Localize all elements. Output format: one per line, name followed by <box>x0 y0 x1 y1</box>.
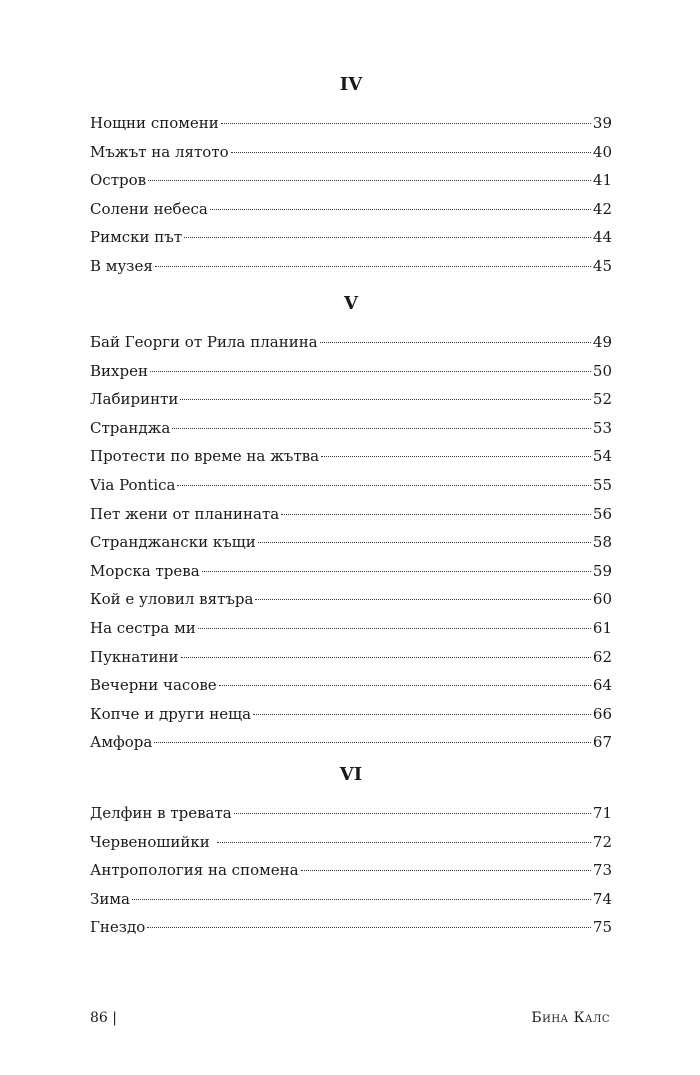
section-heading: VI <box>339 764 363 785</box>
toc-entry-title: Странджански къщи <box>90 533 256 552</box>
dot-leader <box>255 599 590 600</box>
toc-entry-title: Антропология на спомена <box>90 861 299 880</box>
toc-entry <box>90 109 612 138</box>
toc-entry-page: 39 <box>592 114 612 132</box>
toc-entry <box>90 166 612 195</box>
dot-leader <box>172 428 591 429</box>
toc-entry-page: 75 <box>592 918 612 937</box>
section-heading: IV <box>339 74 363 95</box>
toc-entry-page: 61 <box>592 618 612 637</box>
toc-entry <box>90 614 612 643</box>
toc-entry-title: Зима <box>90 889 130 908</box>
toc-entry-title: Протести по време на жътва <box>90 447 320 466</box>
toc-entry-page: 74 <box>592 889 612 908</box>
toc-entry <box>90 913 612 942</box>
toc-entry-title: Пет жени от планината <box>90 504 280 523</box>
dot-leader <box>155 266 591 267</box>
toc-entry-title: В музея <box>90 256 153 275</box>
dot-leader <box>234 813 591 814</box>
dot-leader <box>154 742 591 743</box>
toc-entry <box>90 885 612 914</box>
toc-entry <box>90 138 612 167</box>
toc-entry <box>90 643 612 672</box>
toc-entry-page: 55 <box>592 475 612 494</box>
toc-section-vi <box>90 761 612 942</box>
dot-leader <box>180 399 591 400</box>
toc-entry <box>90 385 612 414</box>
toc-entry <box>90 414 612 443</box>
dot-leader <box>147 927 591 928</box>
dot-leader <box>320 342 591 343</box>
toc-entry-title: Амфора <box>90 733 153 752</box>
toc-entry-page: 71 <box>592 804 612 822</box>
toc-entry <box>90 328 612 357</box>
toc-entry <box>90 557 612 586</box>
dot-leader <box>301 870 591 871</box>
toc-entry-title: Кой е уловил вятъра <box>90 590 254 609</box>
toc-entry <box>90 799 612 828</box>
toc-entry-page: 42 <box>592 199 612 218</box>
dot-leader <box>177 485 590 486</box>
toc-entry-page: 73 <box>592 861 612 880</box>
toc-entry-title: На сестра ми <box>90 618 196 637</box>
dot-leader <box>150 371 591 372</box>
toc-entry <box>90 856 612 885</box>
toc-entry-title: Делфин в тревата <box>90 804 232 822</box>
dot-leader <box>184 237 591 238</box>
toc-entry <box>90 728 612 757</box>
footer-author: Бина Калс <box>531 1010 610 1026</box>
toc-entry-page: 72 <box>592 832 612 851</box>
toc-entry-page: 41 <box>592 171 612 190</box>
toc-entry-title: Странджа <box>90 418 171 437</box>
toc-entry <box>90 357 612 386</box>
toc-entry <box>90 223 612 252</box>
toc-entry-title: Via Pontica <box>90 475 176 494</box>
dot-leader <box>258 542 591 543</box>
toc-entry-page: 59 <box>592 561 612 580</box>
toc-entry <box>90 442 612 471</box>
dot-leader <box>221 123 591 124</box>
toc-entry-page: 40 <box>592 142 612 161</box>
toc-entry-title: Солени небеса <box>90 199 208 218</box>
toc-entry <box>90 252 612 281</box>
dot-leader <box>231 152 591 153</box>
toc-entry-title: Вихрен <box>90 361 148 380</box>
toc-entry-title: Копче и други неща <box>90 704 252 723</box>
toc-entry-title: Морска трева <box>90 561 200 580</box>
dot-leader <box>219 685 591 686</box>
toc-entry-page: 62 <box>592 647 612 666</box>
toc-entry-page: 54 <box>592 447 612 466</box>
toc-entry-title: Пукнатини <box>90 647 179 666</box>
toc-entry <box>90 195 612 224</box>
toc-entry-page: 66 <box>592 704 612 723</box>
toc-entry <box>90 585 612 614</box>
dot-leader <box>202 571 591 572</box>
toc-entry-page: 49 <box>592 333 612 351</box>
toc-section-v <box>90 290 612 757</box>
footer-page-number: 86 | <box>90 1010 117 1026</box>
toc-entry-page: 50 <box>592 361 612 380</box>
toc-section-iv <box>90 71 612 281</box>
toc-entry-title: Гнездо <box>90 918 146 937</box>
toc-entry <box>90 500 612 529</box>
dot-leader <box>281 514 591 515</box>
dot-leader <box>217 842 591 843</box>
toc-entry-page: 67 <box>592 733 612 752</box>
toc-entry <box>90 828 612 857</box>
toc-entry <box>90 471 612 500</box>
toc-entry-title: Червеношийки <box>90 832 215 851</box>
toc-entry-title: Нощни спомени <box>90 114 219 132</box>
toc-entry-page: 60 <box>592 590 612 609</box>
dot-leader <box>210 209 591 210</box>
toc-entry-title: Римски път <box>90 228 183 247</box>
section-heading: V <box>344 293 358 314</box>
dot-leader <box>148 180 591 181</box>
toc-entry-title: Лабиринти <box>90 390 179 409</box>
dot-leader <box>181 657 591 658</box>
toc-entry <box>90 700 612 729</box>
toc-entry-page: 52 <box>592 390 612 409</box>
dot-leader <box>198 628 591 629</box>
dot-leader <box>321 456 591 457</box>
toc-entry-title: Мъжът на лятото <box>90 142 229 161</box>
dot-leader <box>253 714 591 715</box>
toc-entry-title: Остров <box>90 171 147 190</box>
toc-entry <box>90 671 612 700</box>
toc-entry-page: 58 <box>592 533 612 552</box>
toc-entry-title: Бай Георги от Рила планина <box>90 333 318 351</box>
toc-entry-page: 45 <box>592 256 612 275</box>
toc-entry-page: 53 <box>592 418 612 437</box>
dot-leader <box>132 899 591 900</box>
toc-entry-page: 64 <box>592 676 612 695</box>
toc-entry <box>90 528 612 557</box>
toc-entry-title: Вечерни часове <box>90 676 217 695</box>
toc-entry-page: 44 <box>592 228 612 247</box>
toc-entry-page: 56 <box>592 504 612 523</box>
